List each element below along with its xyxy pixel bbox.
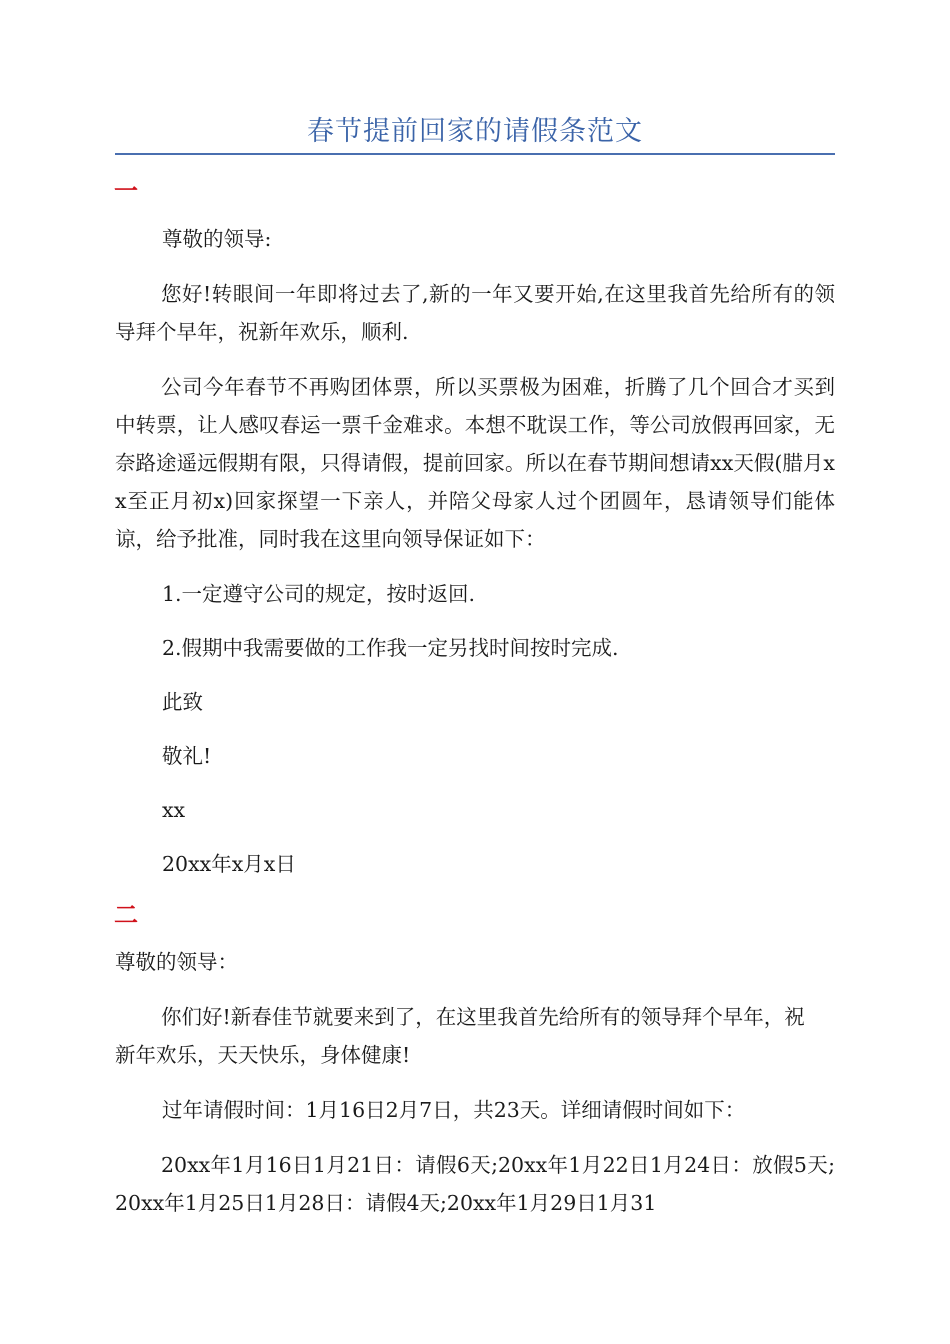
paragraph-greeting-2: 你们好!新春佳节就要来到了，在这里我首先给所有的领导拜个早年，祝新年欢乐，天天快乐，身体健康! xyxy=(115,1005,805,1067)
section-marker-1: 一 xyxy=(114,176,138,205)
paragraph-greeting-1: 您好!转眼间一年即将过去了,新的一年又要开始,在这里我首先给所有的领导拜个早年，祝新年欢乐，顺利. xyxy=(115,282,835,344)
paragraph-leave-schedule: 20xx年1月16日1月21日：请假6天;20xx年1月22日1月24日：放假5天;20xx年1月25日1月28日：请假4天;20xx年1月29日1月31 xyxy=(115,1153,835,1215)
paragraph-leave-period: 过年请假时间：1月16日2月7日，共23天。详细请假时间如下： xyxy=(162,1098,746,1122)
signature: xx xyxy=(162,798,186,822)
promise-item-2: 2.假期中我需要做的工作我一定另找时间按时完成. xyxy=(162,636,619,660)
document-title: 春节提前回家的请假条范文 xyxy=(307,116,643,147)
title-divider xyxy=(115,153,835,155)
closing-line-1: 此致 xyxy=(162,690,203,714)
closing-line-2: 敬礼! xyxy=(162,744,212,768)
date: 20xx年x月x日 xyxy=(162,852,296,876)
salutation-1: 尊敬的领导: xyxy=(162,227,272,251)
paragraph-reason: 公司今年春节不再购团体票，所以买票极为困难，折腾了几个回合才买到中转票，让人感叹春运一票千金难求。本想不耽误工作，等公司放假再回家，无奈路途遥远假期有限，只得请假，提前回家。所以在春节期间想请xx天假(腊月xx至正月初x)回家探望一下亲人，并陪父母家人过个团圆年，恳请领导们能体谅，给予批准，同时我在这里向领导保证如下： xyxy=(115,375,835,551)
salutation-2: 尊敬的领导： xyxy=(115,950,238,974)
section-marker-2: 二 xyxy=(114,900,138,929)
promise-item-1: 1.一定遵守公司的规定，按时返回. xyxy=(162,582,476,606)
